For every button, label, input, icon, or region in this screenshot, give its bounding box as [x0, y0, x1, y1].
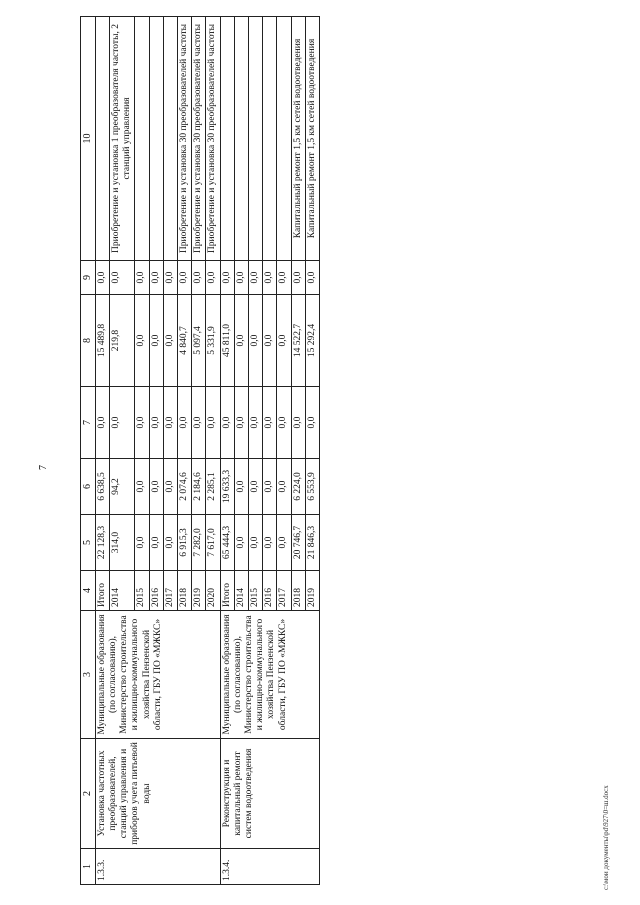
value-cell: 0,0 [135, 295, 149, 387]
result-cell [220, 17, 234, 261]
result-cell [277, 17, 291, 261]
result-cell: Капитальный ремонт 1,5 км сетей водоотведения [305, 17, 319, 261]
value-cell: 6 224,0 [291, 459, 305, 515]
value-cell: 0,0 [206, 261, 220, 295]
value-cell: 0,0 [291, 387, 305, 459]
value-cell: 0,0 [277, 295, 291, 387]
value-cell: 6 553,9 [305, 459, 319, 515]
value-cell: 7 282,0 [192, 515, 206, 571]
value-cell: 2 285,1 [206, 459, 220, 515]
col-header: 10 [81, 17, 96, 261]
page-number: 7 [38, 465, 49, 470]
value-cell: 5 331,9 [206, 295, 220, 387]
result-cell [135, 17, 149, 261]
value-cell: 314,0 [110, 515, 135, 571]
col-header: 9 [81, 261, 96, 295]
value-cell: 6 638,5 [95, 459, 109, 515]
year-cell: 2014 [110, 571, 135, 611]
program-table [80, 16, 320, 885]
value-cell: 0,0 [234, 387, 248, 459]
value-cell: 0,0 [263, 515, 277, 571]
year-cell: 2018 [291, 571, 305, 611]
value-cell: 15 292,4 [305, 295, 319, 387]
year-cell: 2019 [305, 571, 319, 611]
col-header: 1 [81, 849, 96, 885]
value-cell: 15 489,8 [95, 295, 109, 387]
value-cell: 0,0 [178, 261, 192, 295]
col-header: 7 [81, 387, 96, 459]
col-header: 2 [81, 739, 96, 849]
value-cell: 0,0 [249, 295, 263, 387]
value-cell: 0,0 [149, 295, 163, 387]
value-cell: 0,0 [305, 387, 319, 459]
executor-cell: Муниципальные образования (по согласованию), Министерство строительства и жилищно-коммунального хозяйства Пензенской области, ГБУ ПО «МЖКС» [95, 611, 220, 739]
col-header: 6 [81, 459, 96, 515]
section-number: 1.3.3. [95, 849, 220, 885]
value-cell: 0,0 [95, 387, 109, 459]
year-cell: Итого [220, 571, 234, 611]
value-cell: 0,0 [163, 261, 177, 295]
value-cell: 0,0 [206, 387, 220, 459]
file-path-footer: c:\мои документы\pd\927\0=ш.docx [602, 785, 610, 890]
value-cell: 0,0 [234, 295, 248, 387]
value-cell: 0,0 [163, 295, 177, 387]
header-row [81, 17, 96, 885]
value-cell: 0,0 [163, 387, 177, 459]
table-row [95, 17, 109, 885]
value-cell: 219,8 [110, 295, 135, 387]
year-cell: Итого [95, 571, 109, 611]
year-cell: 2018 [178, 571, 192, 611]
value-cell: 0,0 [277, 261, 291, 295]
rotated-table-container [80, 17, 570, 885]
result-cell: Капитальный ремонт 1,5 км сетей водоотведения [291, 17, 305, 261]
result-cell [263, 17, 277, 261]
measure-name: Установка частотных преобразователей, станций управления и приборов учета питьевой воды [95, 739, 220, 849]
value-cell: 45 811,0 [220, 295, 234, 387]
value-cell: 0,0 [149, 459, 163, 515]
value-cell: 65 444,3 [220, 515, 234, 571]
col-header: 4 [81, 571, 96, 611]
value-cell: 7 617,0 [206, 515, 220, 571]
value-cell: 0,0 [149, 515, 163, 571]
value-cell: 0,0 [249, 459, 263, 515]
value-cell: 2 074,6 [178, 459, 192, 515]
value-cell: 0,0 [305, 261, 319, 295]
section-number: 1.3.4. [220, 849, 319, 885]
value-cell: 0,0 [149, 261, 163, 295]
value-cell: 0,0 [249, 387, 263, 459]
value-cell: 0,0 [277, 515, 291, 571]
year-cell: 2017 [163, 571, 177, 611]
value-cell: 20 746,7 [291, 515, 305, 571]
value-cell: 0,0 [291, 261, 305, 295]
value-cell: 22 128,3 [95, 515, 109, 571]
value-cell: 6 915,3 [178, 515, 192, 571]
value-cell: 0,0 [192, 387, 206, 459]
year-cell: 2014 [234, 571, 248, 611]
col-header: 3 [81, 611, 96, 739]
value-cell: 0,0 [277, 459, 291, 515]
year-cell: 2016 [263, 571, 277, 611]
value-cell: 0,0 [249, 261, 263, 295]
year-cell: 2020 [206, 571, 220, 611]
value-cell: 0,0 [95, 261, 109, 295]
value-cell: 4 840,7 [178, 295, 192, 387]
value-cell: 0,0 [163, 459, 177, 515]
result-cell [95, 17, 109, 261]
value-cell: 14 522,7 [291, 295, 305, 387]
value-cell: 0,0 [277, 387, 291, 459]
result-cell [149, 17, 163, 261]
result-cell: Приобретение и установка 30 преобразователей частоты [178, 17, 192, 261]
year-cell: 2019 [192, 571, 206, 611]
value-cell: 0,0 [234, 459, 248, 515]
value-cell: 0,0 [263, 387, 277, 459]
result-cell: Приобретение и установка 1 преобразователя частоты, 2 станций управления [110, 17, 135, 261]
value-cell: 0,0 [220, 387, 234, 459]
value-cell: 0,0 [110, 387, 135, 459]
value-cell: 0,0 [149, 387, 163, 459]
value-cell: 0,0 [178, 387, 192, 459]
value-cell: 5 097,4 [192, 295, 206, 387]
value-cell: 0,0 [135, 515, 149, 571]
value-cell: 0,0 [263, 459, 277, 515]
value-cell: 19 633,3 [220, 459, 234, 515]
year-cell: 2016 [149, 571, 163, 611]
result-cell [163, 17, 177, 261]
value-cell: 0,0 [234, 261, 248, 295]
value-cell: 0,0 [234, 515, 248, 571]
value-cell: 0,0 [220, 261, 234, 295]
value-cell: 2 184,6 [192, 459, 206, 515]
col-header: 5 [81, 515, 96, 571]
value-cell: 0,0 [263, 261, 277, 295]
executor-cell: Муниципальные образования (по согласованию), Министерство строительства и жилищно-коммунального хозяйства Пензенской области, ГБУ ПО «МЖКС» [220, 611, 319, 739]
value-cell: 0,0 [192, 261, 206, 295]
year-cell: 2015 [135, 571, 149, 611]
year-cell: 2017 [277, 571, 291, 611]
measure-name: Реконструкция и капитальный ремонт систем водоотведения [220, 739, 319, 849]
value-cell: 0,0 [135, 459, 149, 515]
value-cell: 0,0 [249, 515, 263, 571]
value-cell: 0,0 [163, 515, 177, 571]
value-cell: 0,0 [135, 261, 149, 295]
value-cell: 0,0 [110, 261, 135, 295]
value-cell: 0,0 [135, 387, 149, 459]
result-cell [234, 17, 248, 261]
col-header: 8 [81, 295, 96, 387]
value-cell: 94,2 [110, 459, 135, 515]
result-cell: Приобретение и установка 30 преобразователей частоты [206, 17, 220, 261]
result-cell: Приобретение и установка 30 преобразователей частоты [192, 17, 206, 261]
year-cell: 2015 [249, 571, 263, 611]
result-cell [249, 17, 263, 261]
table-row [220, 17, 234, 885]
value-cell: 21 846,3 [305, 515, 319, 571]
value-cell: 0,0 [263, 295, 277, 387]
